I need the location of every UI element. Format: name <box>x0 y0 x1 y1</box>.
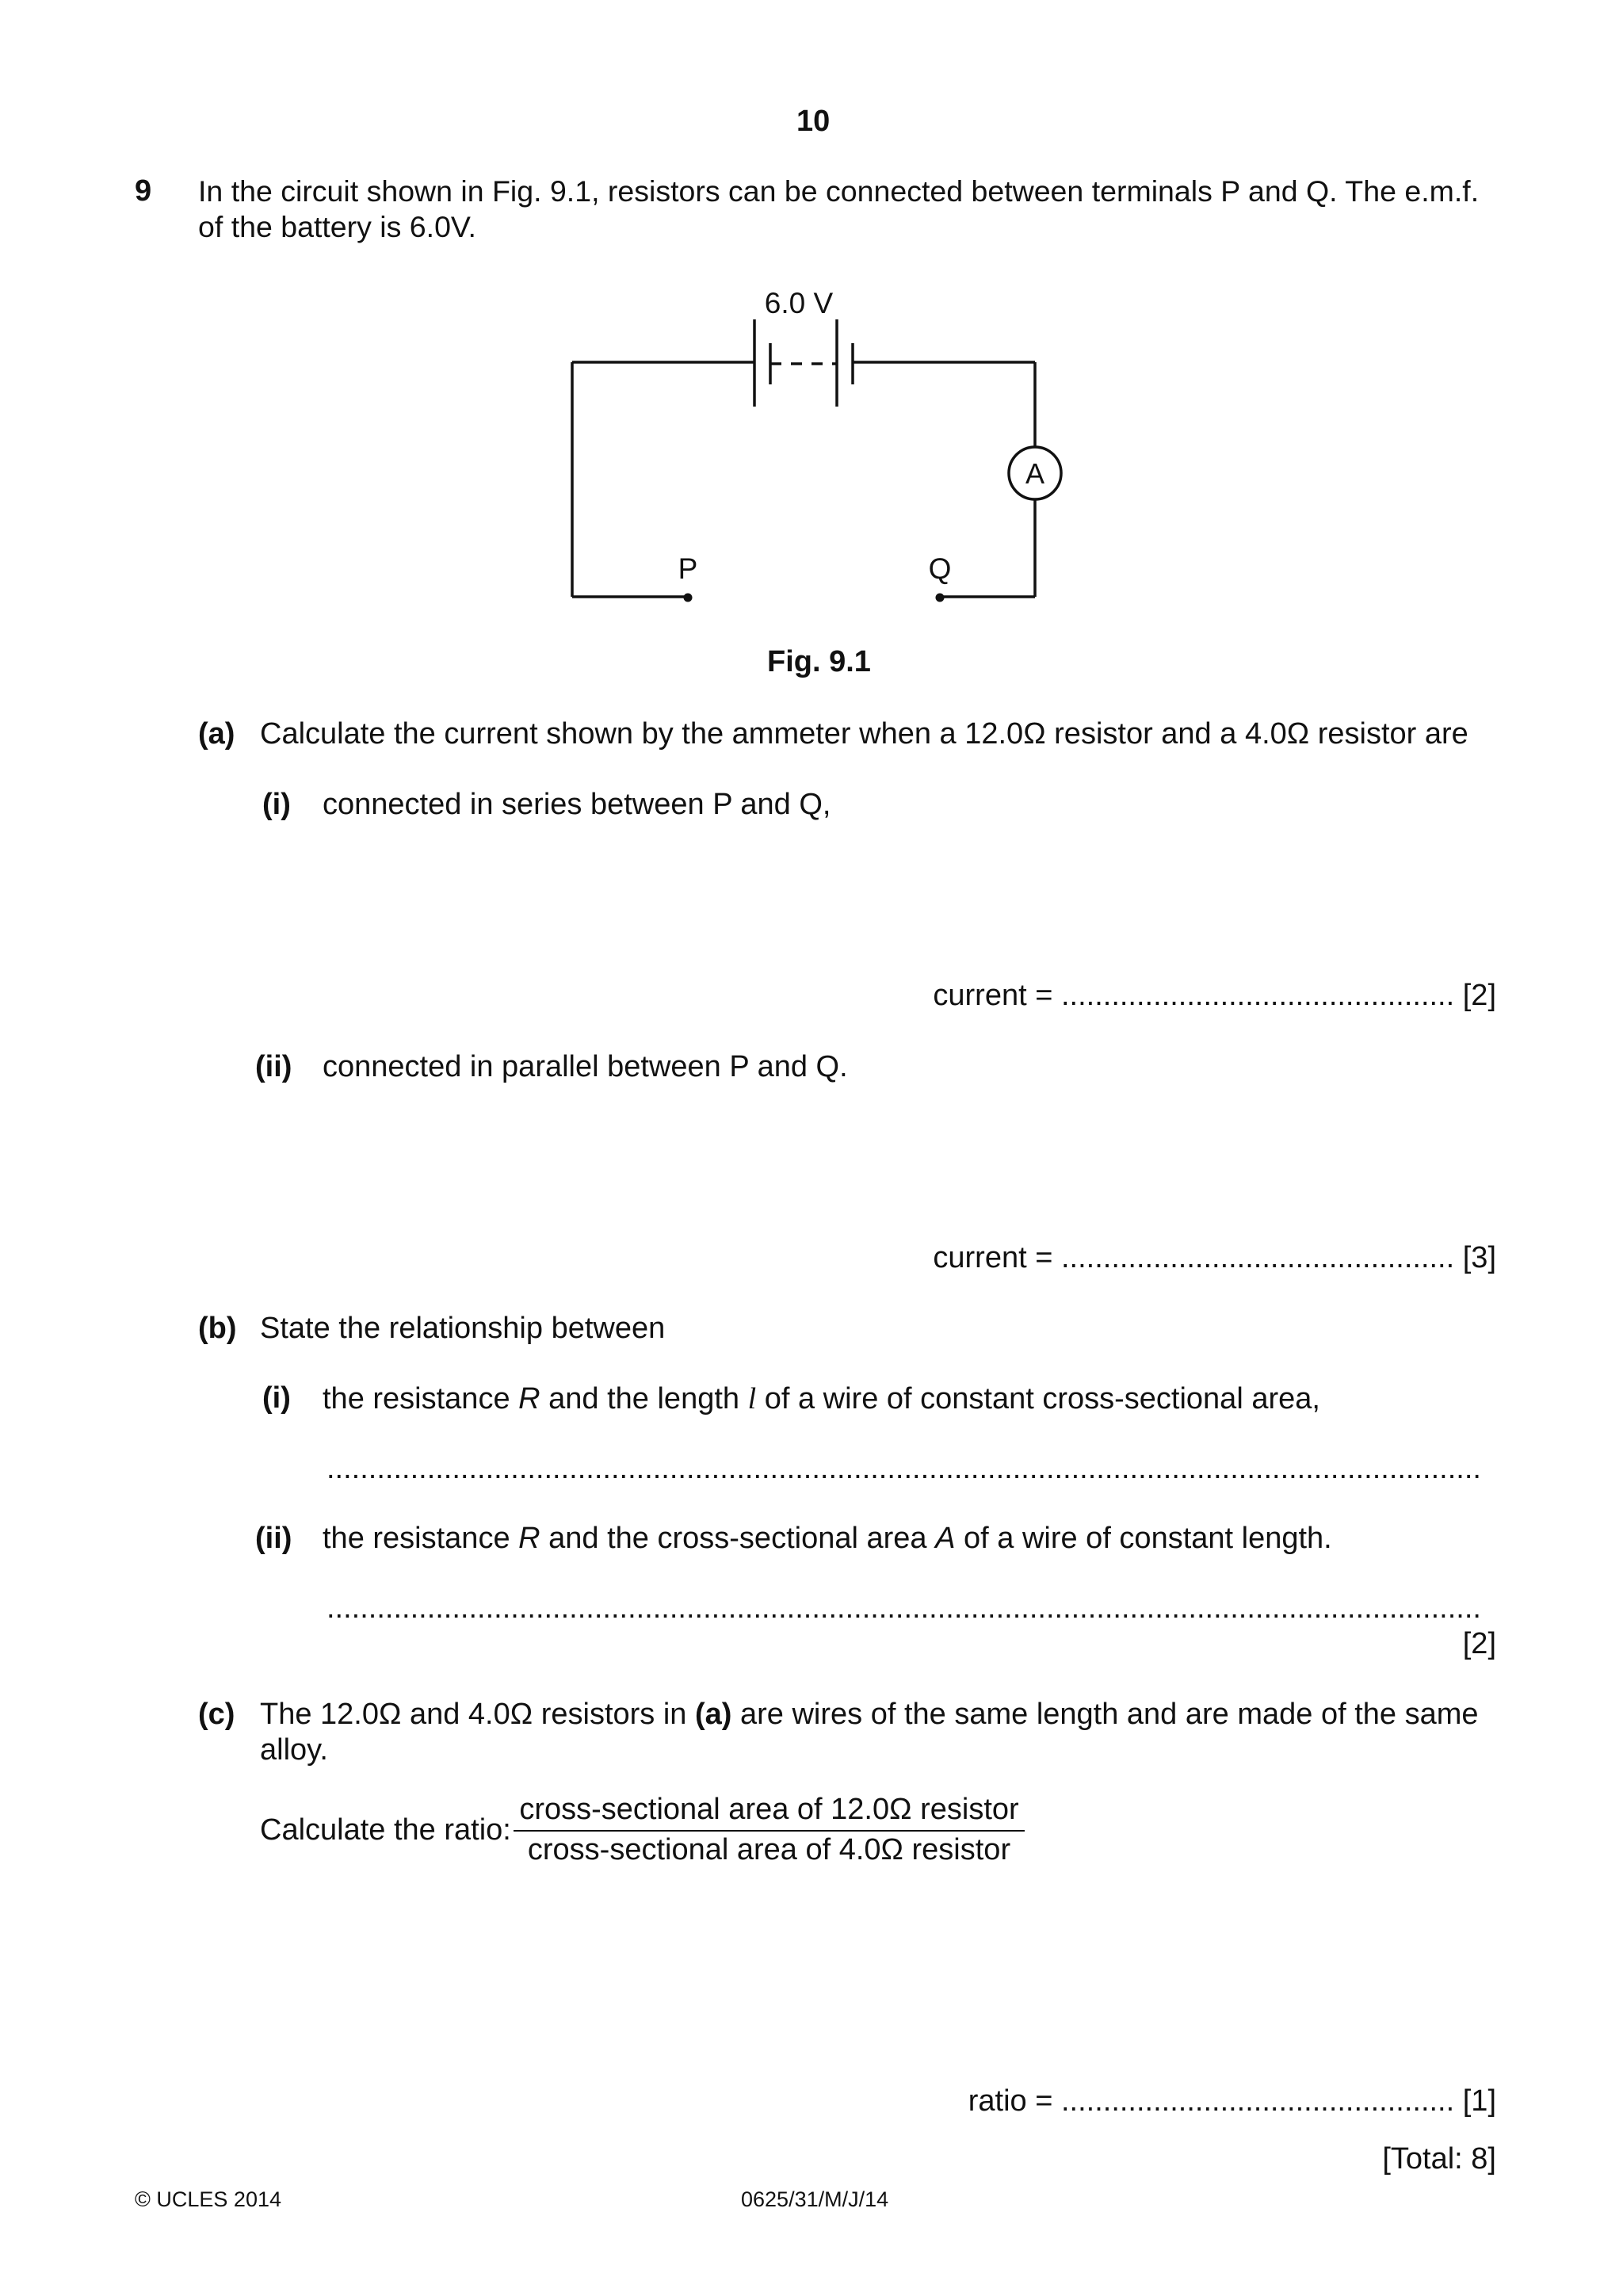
part-c-answer <box>968 2084 1496 2118</box>
part-a-i-label: (i) <box>262 788 291 821</box>
text-segment: of a wire of constant cross-sectional area, <box>756 1382 1320 1415</box>
question-intro-line1: In the circuit shown in Fig. 9.1, resistors can be connected between terminals P and Q. The e.m.f. <box>198 174 1480 208</box>
variable-l: l <box>747 1382 757 1415</box>
text-segment: the resistance <box>323 1382 519 1415</box>
footer-code: 0625/31/M/J/14 <box>741 2187 889 2211</box>
terminal-q-dot <box>936 594 945 602</box>
footer-copyright: © UCLES 2014 <box>135 2187 281 2211</box>
marks: [2] <box>1462 979 1496 1012</box>
terminal-p-label: P <box>678 552 698 585</box>
part-a-label: (a) <box>198 717 235 751</box>
variable-a: A <box>935 1522 956 1555</box>
terminal-q-label: Q <box>928 552 952 585</box>
part-c-label: (c) <box>198 1698 235 1731</box>
part-b-i-label: (i) <box>262 1381 291 1415</box>
text-segment: are wires of the same length and are made of the same <box>731 1698 1479 1731</box>
battery-label: 6.0 V <box>764 287 834 319</box>
total-marks: [Total: 8] <box>1382 2142 1496 2176</box>
text-segment: of a wire of constant length. <box>955 1522 1332 1555</box>
part-c-text-line1 <box>260 1698 1479 1732</box>
answer-line[interactable]: ............................................... <box>1060 2084 1455 2118</box>
answer-label: current = <box>933 979 1053 1012</box>
part-b-ii-label: (ii) <box>255 1522 292 1555</box>
part-reference: (a) <box>694 1698 732 1731</box>
part-b-i-text <box>323 1381 1320 1416</box>
answer-line[interactable]: ............................................... <box>1060 979 1455 1012</box>
fraction-numerator: cross-sectional area of 12.0Ω resistor <box>514 1793 1025 1832</box>
answer-label: current = <box>933 1241 1053 1274</box>
part-c-text-line2: alloy. <box>260 1733 328 1767</box>
fraction-denominator: cross-sectional area of 4.0Ω resistor <box>527 1833 1011 1866</box>
answer-line[interactable]: ............................................... <box>1060 1241 1455 1274</box>
part-b-label: (b) <box>198 1312 237 1345</box>
marks: [1] <box>1462 2084 1496 2118</box>
part-a-ii-text: connected in parallel between P and Q. <box>323 1050 848 1083</box>
part-b-marks: [2] <box>1462 1627 1496 1660</box>
part-a-text: Calculate the current shown by the ammeter when a 12.0Ω resistor and a 4.0Ω resistor are <box>260 717 1468 751</box>
text-segment: and the cross-sectional area <box>540 1522 936 1555</box>
part-b-ii-answer-line[interactable]: .......................................................................................................................................... <box>327 1591 1481 1625</box>
answer-label: ratio = <box>968 2084 1053 2118</box>
question-number: 9 <box>135 174 152 208</box>
circuit-diagram <box>547 273 1086 662</box>
text-segment: the resistance <box>323 1522 519 1555</box>
part-a-ii-answer <box>933 1241 1496 1275</box>
terminal-p-dot <box>684 594 693 602</box>
page-number: 10 <box>796 105 831 138</box>
ratio-prompt: Calculate the ratio: <box>260 1813 511 1847</box>
part-b-i-answer-line[interactable]: .......................................................................................................................................... <box>327 1452 1481 1485</box>
figure-caption: Fig. 9.1 <box>767 645 871 678</box>
text-segment: The 12.0Ω and 4.0Ω resistors in <box>260 1698 695 1731</box>
ratio-fraction <box>514 1793 1025 1867</box>
part-a-ii-label: (ii) <box>255 1050 292 1083</box>
marks: [3] <box>1462 1241 1496 1274</box>
ammeter-label: A <box>1025 457 1045 490</box>
part-a-i-text: connected in series between P and Q, <box>323 788 831 821</box>
text-segment: and the length <box>540 1382 748 1415</box>
part-a-i-answer <box>933 979 1496 1013</box>
variable-r: R <box>518 1522 540 1555</box>
question-intro-line2: of the battery is 6.0V. <box>198 210 476 243</box>
variable-r: R <box>518 1382 540 1415</box>
part-b-ii-text <box>323 1522 1332 1556</box>
part-b-text: State the relationship between <box>260 1312 666 1345</box>
